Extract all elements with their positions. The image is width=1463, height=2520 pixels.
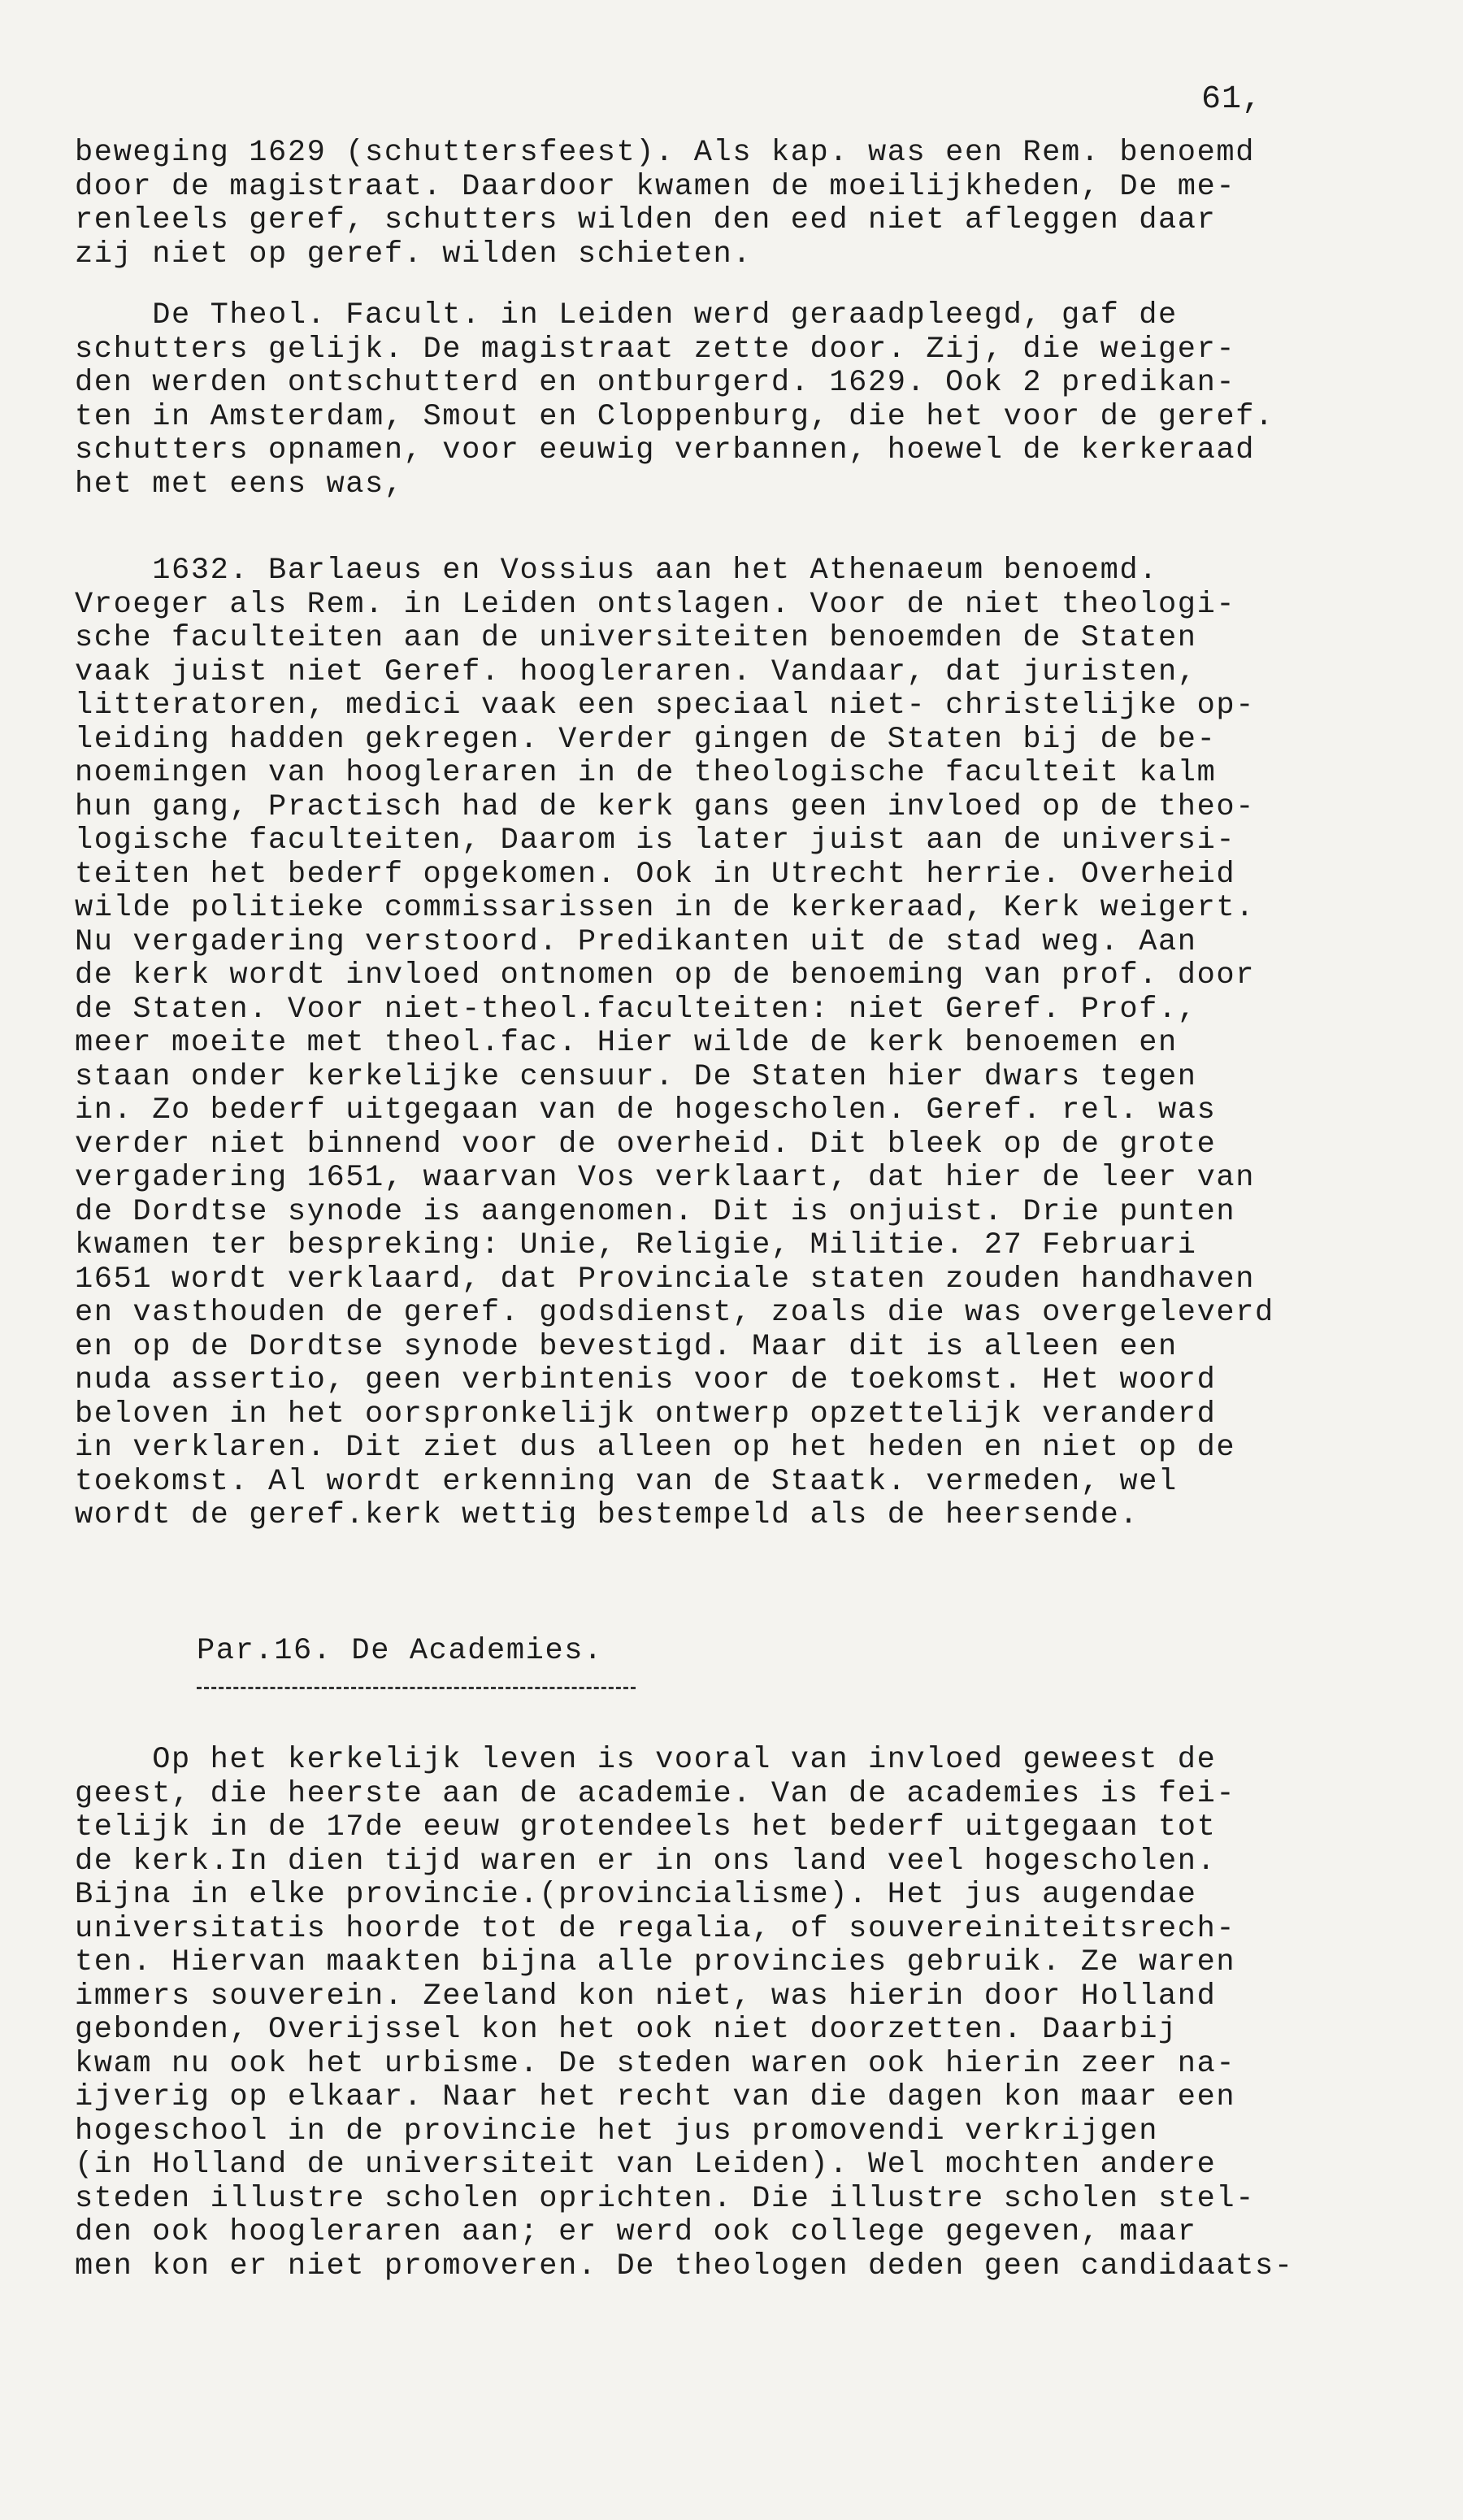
text-line: renleels geref, schutters wilden den eed niet afleggen daar: [75, 204, 1217, 237]
text-line: zij niet op geref. wilden schieten.: [75, 237, 753, 272]
text-line: Op het kerkelijk leven is vooral van invloed geweest de: [75, 1744, 1217, 1777]
text-line: ten. Hiervan maakten bijna alle provincies gebruik. Ze waren: [75, 1946, 1236, 1979]
text-line: in. Zo bederf uitgegaan van de hogescholen. Geref. rel. was: [75, 1094, 1217, 1127]
paragraph-academies: [75, 1744, 1424, 2283]
text-line: hun gang, Practisch had de kerk gans geen invloed op de theo-: [75, 790, 1256, 824]
text-line: Nu vergadering verstoord. Predikanten uit de stad weg. Aan: [75, 925, 1197, 959]
text-line: nuda assertio, geen verbintenis voor de toekomst. Het woord: [75, 1364, 1217, 1397]
text-line: 1632. Barlaeus en Vossius aan het Athenaeum benoemd.: [75, 554, 1159, 588]
text-line: telijk in de 17de eeuw grotendeels het bederf uitgegaan tot: [75, 1811, 1217, 1844]
text-line: ijverig op elkaar. Naar het recht van die dagen kon maar een: [75, 2081, 1236, 2114]
text-line: wordt de geref.kerk wettig bestempeld als de heersende.: [75, 1499, 1140, 1532]
text-line: litteratoren, medici vaak een speciaal niet- christelijke op-: [75, 689, 1256, 723]
text-line: beloven in het oorspronkelijk ontwerp opzettelijk veranderd: [75, 1397, 1217, 1432]
text-line: vaak juist niet Geref. hoogleraren. Vandaar, dat juristen,: [75, 655, 1197, 689]
section-heading: Par.16. De Academies.: [197, 1634, 603, 1668]
text-line: logische faculteiten, Daarom is later juist aan de universi-: [75, 824, 1236, 858]
text-line: immers souverein. Zeeland kon niet, was hierin door Holland: [75, 1979, 1217, 2014]
text-line: in verklaren. Dit ziet dus alleen op het heden en niet op de: [75, 1432, 1236, 1465]
page-number: 61,: [1201, 81, 1263, 118]
text-line: schutters gelijk. De magistraat zette door. Zij, die weiger-: [75, 332, 1236, 367]
text-line: de Dordtse synode is aangenomen. Dit is onjuist. Drie punten: [75, 1195, 1236, 1229]
text-line: sche faculteiten aan de universiteiten benoemden de Staten: [75, 622, 1197, 655]
text-line: kwam nu ook het urbisme. De steden waren ook hierin zeer na-: [75, 2047, 1236, 2081]
text-line: en op de Dordtse synode bevestigd. Maar dit is alleen een: [75, 1330, 1178, 1364]
text-line: de Staten. Voor niet-theol.faculteiten: niet Geref. Prof.,: [75, 993, 1197, 1027]
text-line: Bijna in elke provincie.(provincialisme). Het jus augendae: [75, 1879, 1197, 1912]
text-line: teiten het bederf opgekomen. Ook in Utrecht herrie. Overheid: [75, 858, 1236, 892]
text-line: universitatis hoorde tot de regalia, of souvereiniteitsrech-: [75, 1912, 1236, 1946]
text-line: toekomst. Al wordt erkenning van de Staatk. vermeden, wel: [75, 1465, 1178, 1499]
text-line: noemingen van hoogleraren in de theologische faculteit kalm: [75, 757, 1217, 790]
text-line: 1651 wordt verklaard, dat Provinciale staten zouden handhaven: [75, 1262, 1256, 1297]
paragraph-schuttersfeest: [75, 137, 1424, 272]
text-line: den werden ontschutterd en ontburgerd. 1629. Ook 2 predikan-: [75, 367, 1236, 400]
paragraph-barlaeus-vossius: [75, 554, 1424, 1533]
section-underline-rule: [197, 1687, 636, 1689]
text-line: ten in Amsterdam, Smout en Cloppenburg, die het voor de geref.: [75, 400, 1274, 434]
text-line: kwamen ter bespreking: Unie, Religie, Militie. 27 Februari: [75, 1229, 1197, 1262]
text-line: leiding hadden gekregen. Verder gingen de Staten bij de be-: [75, 723, 1217, 757]
text-line: men kon er niet promoveren. De theologen deden geen candidaats-: [75, 2249, 1294, 2283]
text-line: geest, die heerste aan de academie. Van de academies is fei-: [75, 1777, 1236, 1811]
paragraph-theol-facult: [75, 299, 1424, 502]
text-line: gebonden, Overijssel kon het ook niet doorzetten. Daarbij: [75, 2014, 1178, 2047]
text-line: Vroeger als Rem. in Leiden ontslagen. Voor de niet theologi-: [75, 588, 1236, 622]
text-line: steden illustre scholen oprichten. Die illustre scholen stel-: [75, 2182, 1256, 2216]
text-line: staan onder kerkelijke censuur. De Staten hier dwars tegen: [75, 1060, 1197, 1094]
text-line: door de magistraat. Daardoor kwamen de moeilijkheden, De me-: [75, 170, 1236, 204]
text-line: meer moeite met theol.fac. Hier wilde de kerk benoemen en: [75, 1027, 1178, 1060]
text-line: schutters opnamen, voor eeuwig verbannen, hoewel de kerkeraad: [75, 434, 1256, 467]
text-line: de kerk.In dien tijd waren er in ons land veel hogescholen.: [75, 1844, 1217, 1879]
text-line: de kerk wordt invloed ontnomen op de benoeming van prof. door: [75, 959, 1256, 993]
text-line: verder niet binnend voor de overheid. Dit bleek op de grote: [75, 1127, 1217, 1162]
text-line: (in Holland de universiteit van Leiden). Wel mochten andere: [75, 2149, 1217, 2182]
text-line: vergadering 1651, waarvan Vos verklaart, dat hier de leer van: [75, 1162, 1256, 1195]
text-line: en vasthouden de geref. godsdienst, zoals die was overgeleverd: [75, 1297, 1274, 1330]
text-line: De Theol. Facult. in Leiden werd geraadpleegd, gaf de: [75, 299, 1178, 332]
text-line: beweging 1629 (schuttersfeest). Als kap. was een Rem. benoemd: [75, 137, 1256, 170]
text-line: het met eens was,: [75, 467, 404, 502]
text-line: den ook hoogleraren aan; er werd ook college gegeven, maar: [75, 2216, 1197, 2249]
text-line: wilde politieke commissarissen in de kerkeraad, Kerk weigert.: [75, 892, 1256, 925]
text-line: hogeschool in de provincie het jus promovendi verkrijgen: [75, 2114, 1159, 2149]
